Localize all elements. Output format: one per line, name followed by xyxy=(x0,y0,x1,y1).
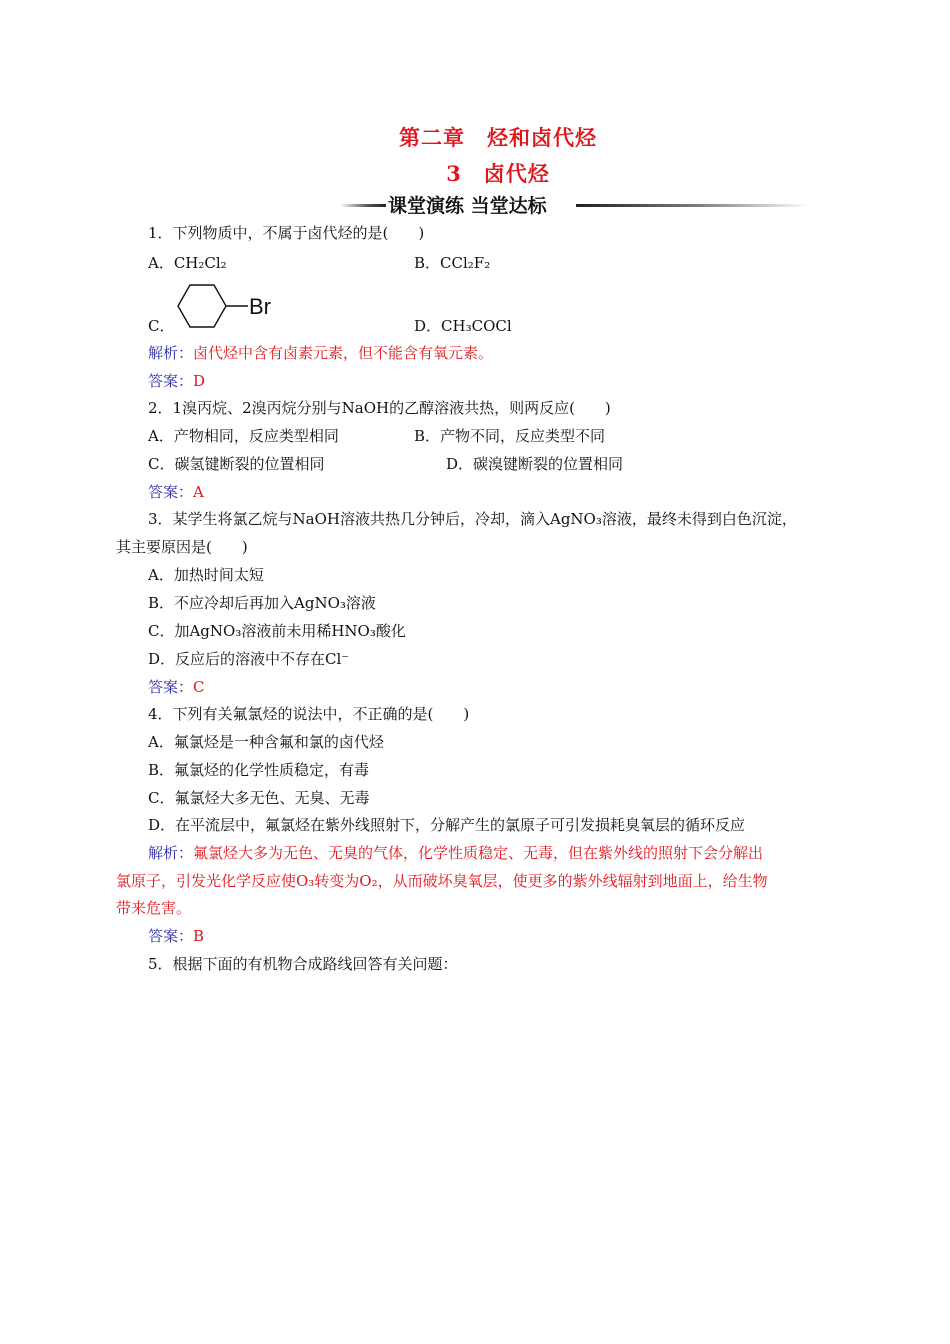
q4-answer-value: B xyxy=(193,927,205,945)
q3-answer xyxy=(148,677,205,697)
q3-stem-line1: 3．某学生将氯乙烷与NaOH溶液共热几分钟后，冷却，滴入AgNO₃溶液，最终未得到白色沉淀， xyxy=(148,510,797,528)
q3-option-a: A．加热时间太短 xyxy=(148,566,264,584)
q4-analysis-label: 解析： xyxy=(148,844,194,862)
q5-stem: 5．根据下面的有机物合成路线回答有关问题： xyxy=(148,955,458,973)
q2-answer-value: A xyxy=(193,483,204,501)
section-title: 3 卤代烃 xyxy=(446,161,550,186)
q4-analysis-text1: 氟氯烃大多为无色、无臭的气体，化学性质稳定、无毒，但在紫外线的照射下会分解出 xyxy=(193,844,764,862)
q3-option-c: C．加AgNO₃溶液前未用稀HNO₃酸化 xyxy=(148,622,406,640)
q3-answer-value: C xyxy=(193,678,205,696)
q4-option-a: A．氟氯烃是一种含氟和氯的卤代烃 xyxy=(148,733,384,751)
q1-answer xyxy=(148,371,205,391)
q2-option-c: C．碳氢键断裂的位置相同 xyxy=(148,455,325,473)
q1-stem: 1．下列物质中，不属于卤代烃的是( ) xyxy=(148,224,425,242)
cyclohexane-ring xyxy=(178,285,226,327)
q4-analysis-line2: 氯原子，引发光化学反应使O₃转变为O₂，从而破坏臭氧层，使更多的紫外线辐射到地面上，给生物 xyxy=(116,872,768,890)
banner-text: 课堂演练 当堂达标 xyxy=(388,195,547,217)
q4-option-d: D．在平流层中，氟氯烃在紫外线照射下，分解产生的氯原子可引发损耗臭氧层的循环反应 xyxy=(148,816,746,834)
bromine-label: Br xyxy=(249,294,271,319)
q2-option-a: A．产物相同，反应类型相同 xyxy=(148,427,339,445)
q1-analysis-text: 卤代烃中含有卤素元素，但不能含有氧元素。 xyxy=(193,344,494,362)
q1-option-b: B．CCl₂F₂ xyxy=(414,254,491,272)
q4-answer-label: 答案： xyxy=(148,927,194,945)
q4-analysis-line1 xyxy=(148,843,763,863)
q2-answer-label: 答案： xyxy=(148,483,194,501)
q1-analysis xyxy=(148,343,493,363)
q3-answer-label: 答案： xyxy=(148,678,194,696)
banner-rule-right xyxy=(576,204,810,207)
banner-rule-left xyxy=(340,204,386,207)
q1-option-a: A．CH₂Cl₂ xyxy=(148,254,227,272)
q1-answer-value: D xyxy=(193,372,206,390)
section-banner xyxy=(340,190,810,220)
q1-analysis-label: 解析： xyxy=(148,344,194,362)
q2-stem: 2．1溴丙烷、2溴丙烷分别与NaOH的乙醇溶液共热，则两反应( ) xyxy=(148,399,611,417)
q1-option-d: D．CH₃COCl xyxy=(414,317,512,335)
q3-stem-line2: 其主要原因是( ) xyxy=(116,538,248,556)
q3-option-b: B．不应冷却后再加入AgNO₃溶液 xyxy=(148,594,376,612)
cyclohexyl-bromide-structure xyxy=(168,280,288,332)
q1-answer-label: 答案： xyxy=(148,372,194,390)
q1-option-c: C． xyxy=(148,317,175,335)
chapter-title: 第二章 烃和卤代烃 xyxy=(399,125,597,150)
q4-answer xyxy=(148,926,204,946)
q3-option-d: D．反应后的溶液中不存在Cl⁻ xyxy=(148,650,350,668)
q4-analysis-line3: 带来危害。 xyxy=(116,899,192,917)
q2-option-d: D．碳溴键断裂的位置相同 xyxy=(446,455,624,473)
q2-option-b: B．产物不同，反应类型不同 xyxy=(414,427,606,445)
q4-stem: 4．下列有关氟氯烃的说法中，不正确的是( ) xyxy=(148,705,470,723)
q4-option-b: B．氟氯烃的化学性质稳定，有毒 xyxy=(148,761,370,779)
q4-option-c: C．氟氯烃大多无色、无臭、无毒 xyxy=(148,789,370,807)
q2-answer xyxy=(148,482,204,502)
